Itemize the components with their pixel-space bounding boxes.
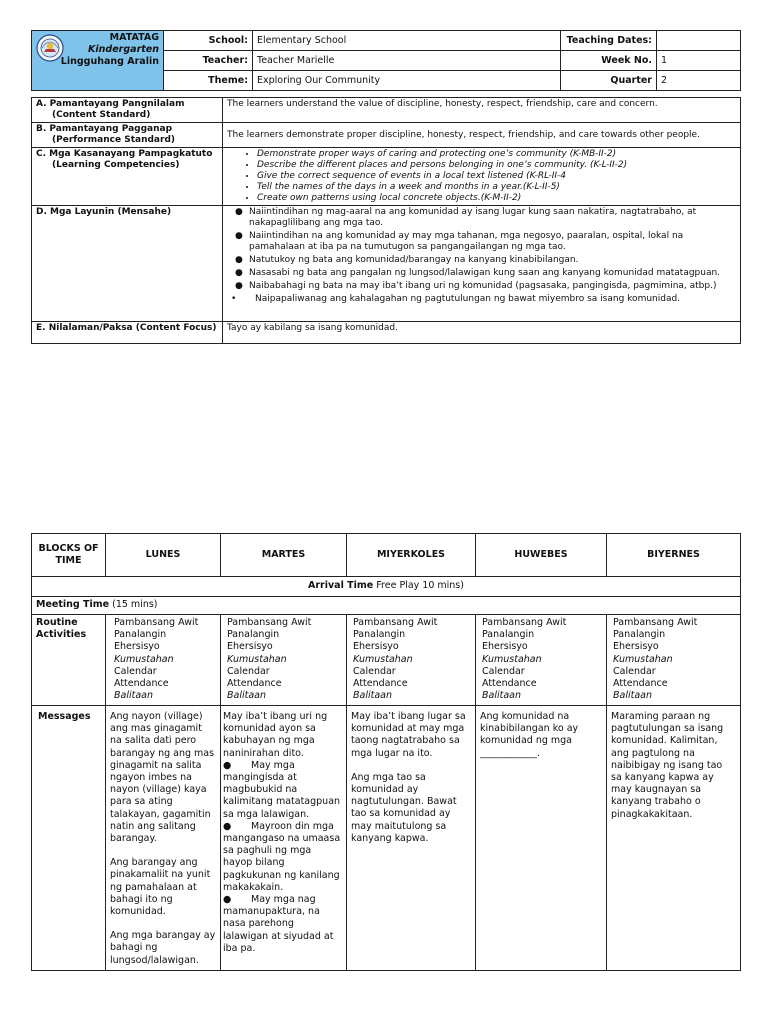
content-focus-value: Tayo ay kabilang sa isang komunidad. — [223, 322, 741, 344]
message-paragraph: Ang barangay ang pinakamaliit na yunit ng pamahalaan at bahagi ito ng komunidad. — [110, 857, 211, 918]
message-paragraph: Ang nayon (village) ang mas ginagamit na salita dati pero barangay ng ang mas ginagamit na salita ngayon imbes na nayon (village) kaya para sa ating talakayan, gagamitin natin ang salitang barangay. — [110, 711, 215, 845]
messages-cell-lunes — [106, 706, 221, 971]
teacher-value: Teacher Marielle — [253, 51, 561, 71]
week-value: 1 — [657, 51, 741, 71]
message-paragraph: Ang mga barangay ay bahagi ng lungsod/lalawigan. — [110, 930, 216, 966]
content-focus-label: E. Nilalaman/Paksa (Content Focus) — [32, 322, 223, 344]
meeting-time-row — [32, 597, 741, 615]
meeting-time-note: (15 mins) — [109, 599, 158, 611]
meeting-time-label: Meeting Time — [36, 599, 110, 611]
competency-item: • Tell the names of the days in a week and months in a year.(K-L-II-5) — [257, 182, 736, 193]
day-header-huwebes: HUWEBES — [476, 534, 607, 577]
arrival-time-label: Arrival Time — [308, 580, 374, 592]
teacher-label: Teacher: — [164, 51, 253, 71]
objective-item: ● Naiintindihan ng mag-aaral na ang komunidad ay isang lugar kung saan nakatira, nagtatrabaho, at nakapaglilibang ang mga tao. — [249, 207, 736, 229]
header-brand-cell — [32, 31, 164, 91]
theme-value: Exploring Our Community — [253, 71, 561, 91]
competency-item: • Give the correct sequence of events in a local text listened (K-RL-II-4 — [257, 171, 736, 182]
school-value: Elementary School — [253, 31, 561, 51]
arrival-time-row — [32, 577, 741, 597]
standards-table — [31, 97, 741, 344]
objective-last: Naipapaliwanag ang kahalagahan ng pagtutulungan ng bawat miyembro sa isang komunidad. — [255, 294, 681, 304]
routine-cell-biyernes: Pambansang Awit Panalangin Ehersisyo Kumustahan Calendar Attendance Balitaan — [607, 615, 741, 706]
day-header-martes: MARTES — [221, 534, 347, 577]
learning-competencies-value — [223, 148, 741, 206]
theme-label: Theme: — [164, 71, 253, 91]
routine-activities-label: Routine Activities — [32, 615, 106, 706]
doc-type-label: Lingguhang Aralin — [60, 56, 159, 67]
arrival-time-note: Free Play 10 mins) — [373, 580, 464, 592]
performance-standard-label: B. Pamantayang Pagganap (Performance Standard) — [32, 123, 223, 148]
objective-last-row: • Naipapaliwanag ang kahalagahan ng pagtutulungan ng bawat miyembro sa isang komunidad. — [231, 294, 681, 304]
objective-item: ● Naiintindihan na ang komunidad ay may mga tahanan, mga negosyo, paaralan, ospital, lokal na pamahalaan at iba pa na tumutugon sa pangangailangan ng mga tao. — [249, 231, 736, 253]
brand-label: MATATAG — [109, 32, 159, 43]
grade-label: Kindergarten — [88, 44, 159, 55]
message-paragraph: May iba’t ibang uri ng komunidad ayon sa kabuhayan ng mga naninirahan dito. — [223, 711, 328, 759]
day-header-miyerkoles: MIYERKOLES — [347, 534, 476, 577]
message-paragraph: Ang mga tao sa komunidad ay nagtutulungan. Bawat tao sa komunidad ay may maitutulong sa kanyang kapwa. — [351, 771, 457, 844]
competency-item: • Describe the different places and persons belonging in one’s community. (K-L-II-2) — [257, 160, 736, 171]
school-label: School: — [164, 31, 253, 51]
quarter-label: Quarter — [561, 71, 657, 91]
content-standard-label: A. Pamantayang Pangnilalam (Content Standard) — [32, 98, 223, 123]
routine-cell-huwebes: Pambansang Awit Panalangin Ehersisyo Kumustahan Calendar Attendance Balitaan — [476, 615, 607, 706]
day-header-lunes: LUNES — [106, 534, 221, 577]
objectives-label: D. Mga Layunin (Mensahe) — [32, 206, 223, 322]
objective-item: ● Nasasabi ng bata ang pangalan ng lungsod/lalawigan kung saan ang kanyang komunidad matatagpuan. — [249, 268, 736, 279]
routine-cell-lunes: Pambansang Awit Panalangin Ehersisyo Kumustahan Calendar Attendance Balitaan — [106, 615, 221, 706]
objectives-list — [227, 207, 736, 292]
schedule-table — [31, 533, 741, 971]
teaching-dates-value — [657, 31, 741, 51]
teaching-dates-label: Teaching Dates: — [561, 31, 657, 51]
header-table — [31, 30, 741, 91]
competency-item: • Create own patterns using local concrete objects.(K-M-II-2) — [257, 193, 736, 204]
message-bullet: ● Mayroon din mga mangangaso na umaasa sa paghuli ng mga hayop bilang pagkukunan ng kanilang makakakain. — [223, 820, 341, 893]
objectives-value — [223, 206, 741, 322]
quarter-value: 2 — [657, 71, 741, 91]
week-label: Week No. — [561, 51, 657, 71]
message-paragraph: May iba’t ibang lugar sa komunidad at may mga taong nagtatrabaho sa mga lugar na ito. — [351, 711, 466, 759]
messages-cell-miyerkoles — [347, 706, 476, 971]
objective-item: ● Natutukoy ng bata ang komunidad/barangay na kanyang kinabibilangan. — [249, 255, 736, 266]
messages-cell-biyernes: Maraming paraan ng pagtutulungan sa isang komunidad. Kalimitan, ang pagtulong na naibibigay ng isang tao sa kanyang kapwa ay may kaugnayan sa kanyang trabaho o pinagkakakitaan. — [607, 706, 741, 971]
messages-label: Messages — [32, 706, 106, 971]
blocks-of-time-header: BLOCKS OF TIME — [32, 534, 106, 577]
messages-cell-martes — [221, 706, 347, 971]
competency-item: • Demonstrate proper ways of caring and protecting one’s community (K-MB-II-2) — [257, 149, 736, 160]
objective-item: ● Naibabahagi ng bata na may iba’t ibang uri ng komunidad (pagsasaka, pangingisda, pagmimina, atbp.) — [249, 281, 736, 292]
routine-cell-martes: Pambansang Awit Panalangin Ehersisyo Kumustahan Calendar Attendance Balitaan — [221, 615, 347, 706]
routine-cell-miyerkoles: Pambansang Awit Panalangin Ehersisyo Kumustahan Calendar Attendance Balitaan — [347, 615, 476, 706]
day-header-biyernes: BIYERNES — [607, 534, 741, 577]
performance-standard-value: The learners demonstrate proper discipline, honesty, respect, friendship, and care towards other people. — [223, 123, 741, 148]
learning-competencies-label: C. Mga Kasanayang Pampagkatuto (Learning Competencies) — [32, 148, 223, 206]
message-bullet: ● May mga nag mamanupaktura, na nasa parehong lalawigan at siyudad at iba pa. — [223, 894, 334, 954]
message-bullet: ● May mga mangingisda at magbubukid na kalimitang matatagpuan sa mga lalawigan. — [223, 759, 341, 820]
messages-cell-huwebes: Ang komunidad na kinabibilangan ko ay komunidad ng mga ____________. — [476, 706, 607, 971]
competencies-list — [227, 149, 736, 204]
content-standard-value: The learners understand the value of discipline, honesty, respect, friendship, care and concern. — [223, 98, 741, 123]
